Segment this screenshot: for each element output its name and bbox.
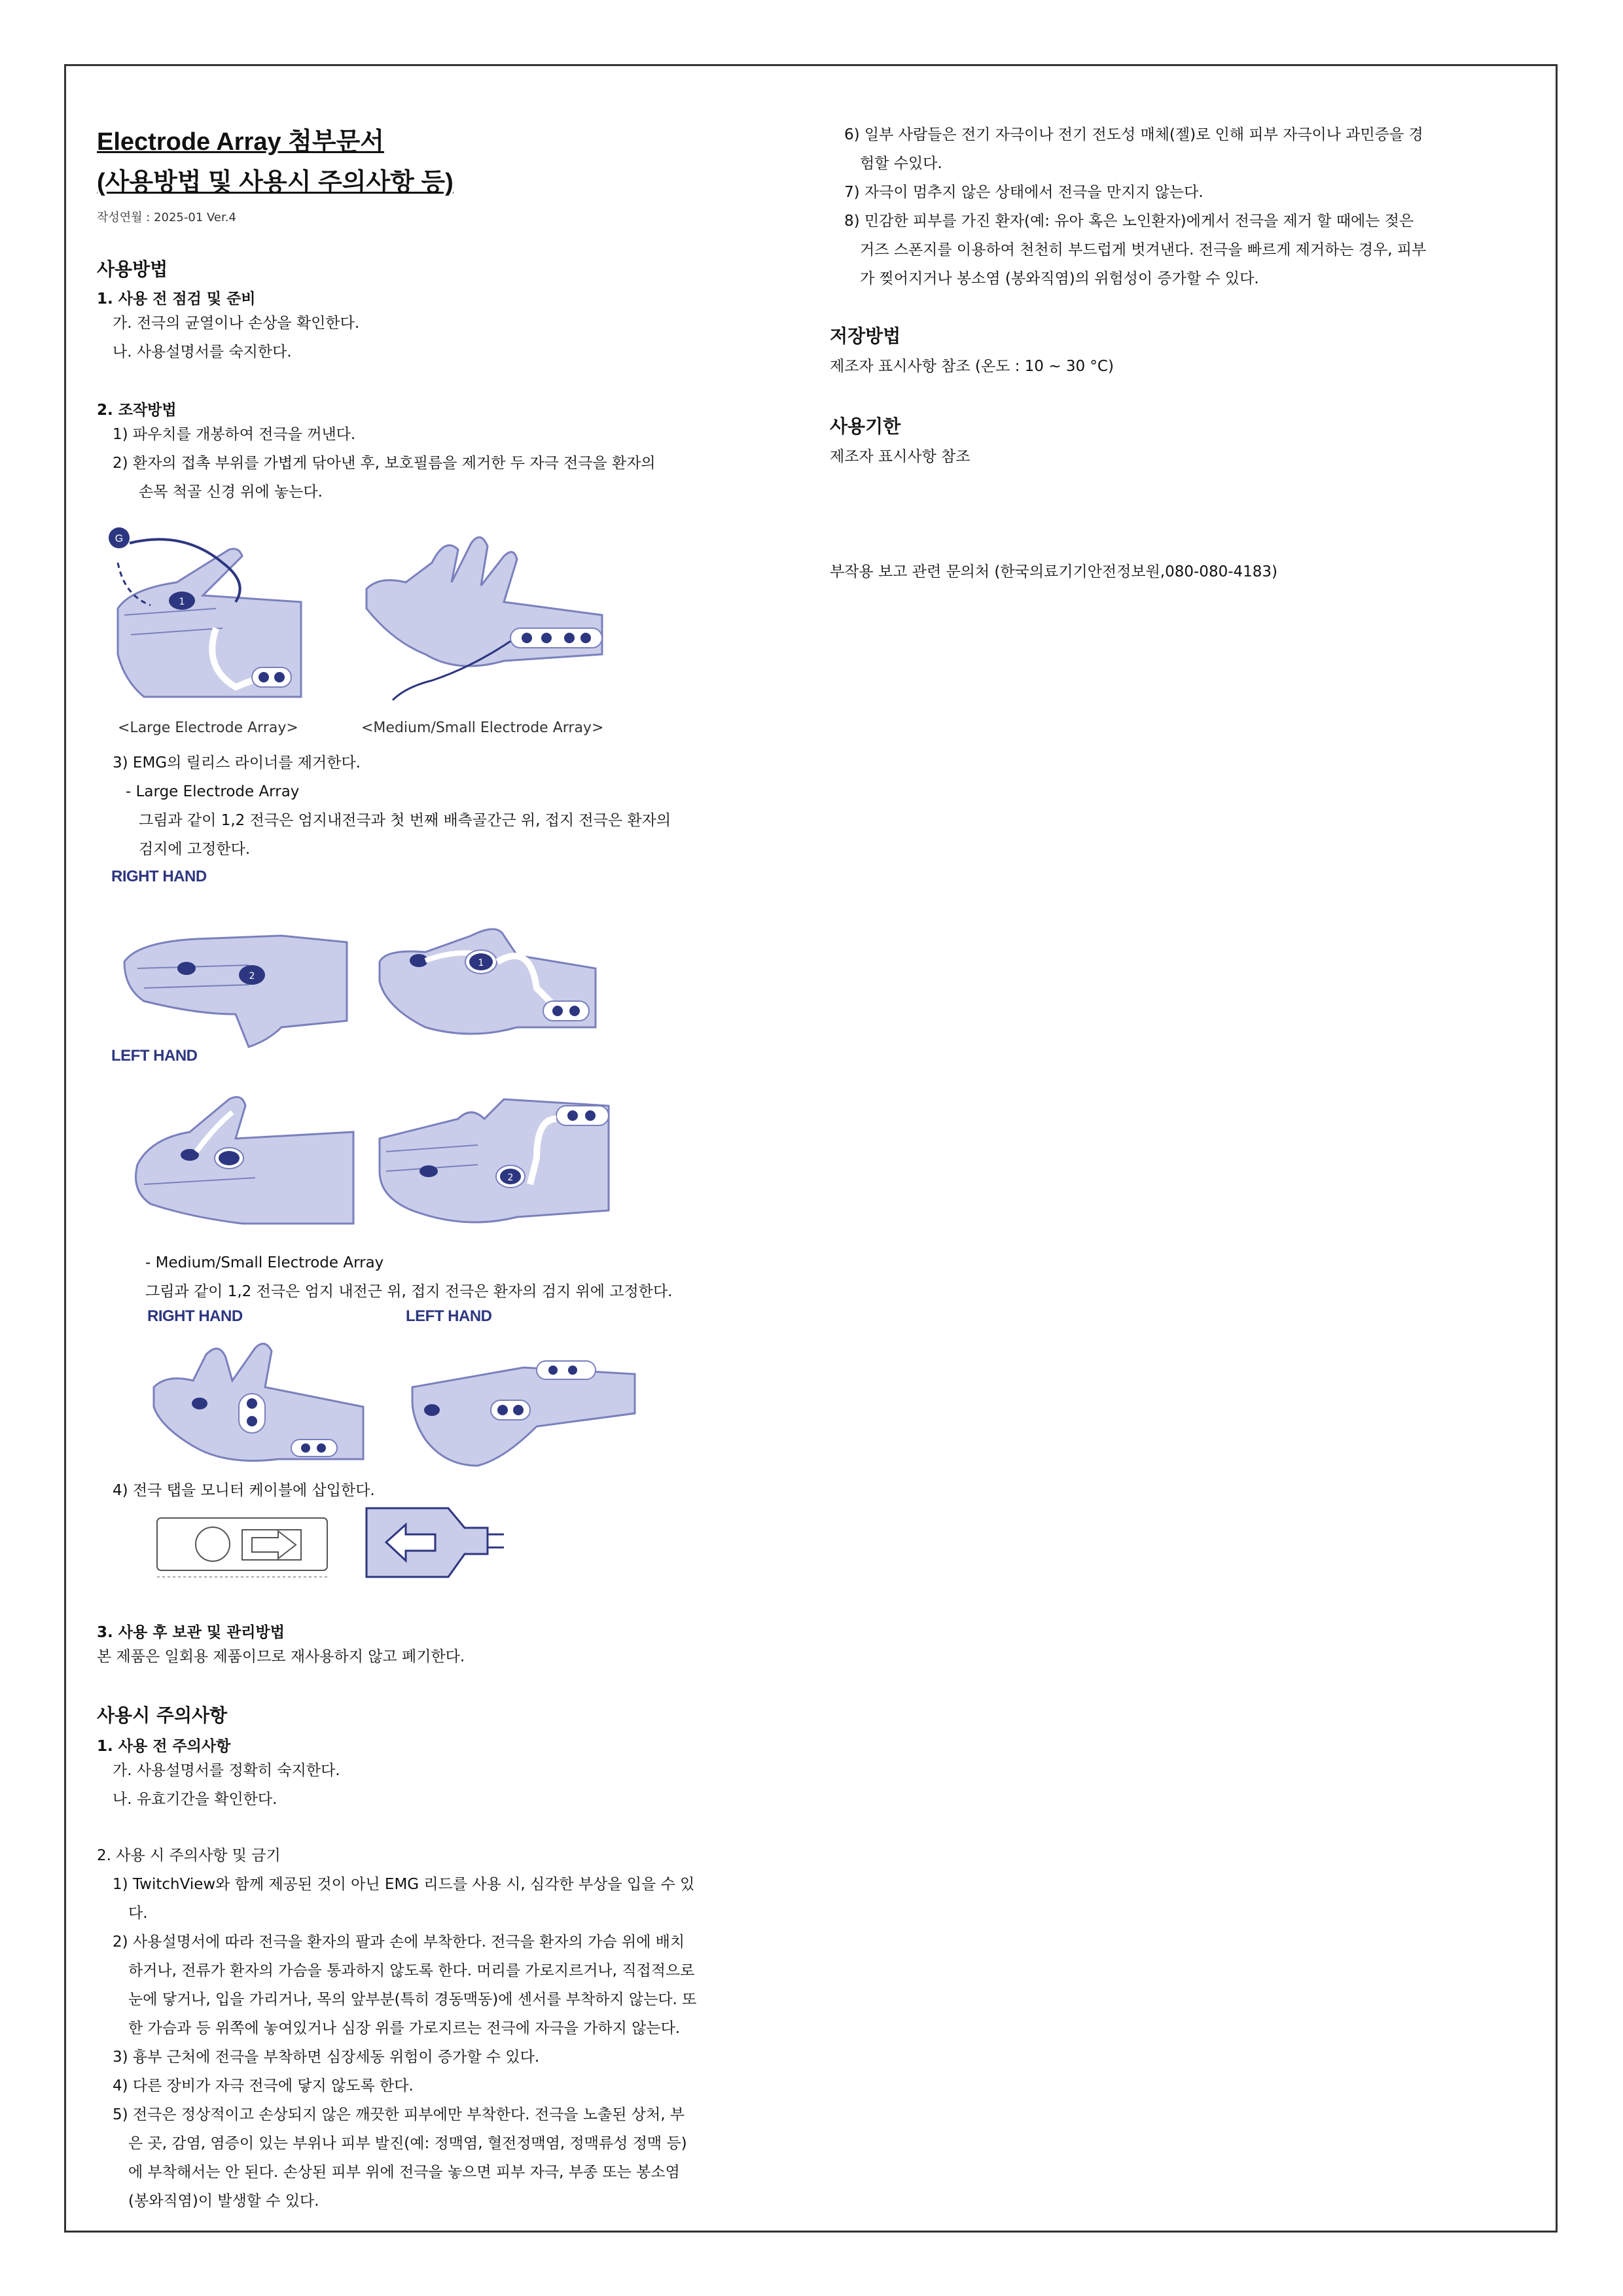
electrode-tab-figure xyxy=(151,1505,334,1583)
precautions-heading: 사용시 주의사항 xyxy=(97,1704,228,1726)
left-hand-label-large: LEFT HAND xyxy=(111,1047,198,1065)
large-array-desc-a: 그림과 같이 1,2 전극은 엄지내전극과 첫 번째 배측골간근 위, 접지 전극은 환자의 xyxy=(139,812,671,829)
precautions-right-line: 험할 수있다. xyxy=(860,155,942,172)
precautions-p2-line: 1) TwitchView와 함께 제공된 것이 아닌 EMG 리드를 사용 시, 심각한 부상을 입을 수 있 xyxy=(113,1876,695,1893)
large-array-label: - Large Electrode Array xyxy=(126,783,300,800)
svg-text:1: 1 xyxy=(478,958,484,968)
large-left-hand-palm-figure xyxy=(124,1086,360,1237)
monitor-cable-figure xyxy=(363,1502,507,1583)
precautions-p2-line: 다. xyxy=(128,1905,148,1922)
usage-s3-heading: 3. 사용 후 보관 및 관리방법 xyxy=(97,1624,285,1641)
title-line-2: (사용방법 및 사용시 주의사항 등) xyxy=(97,169,454,196)
precautions-p2-line: 눈에 닿거나, 입을 가리거나, 목의 앞부분(특히 경동맥동)에 센서를 부착하지 않는다. 또 xyxy=(128,1991,697,2008)
precautions-p1-item-1: 가. 사용설명서를 정확히 숙지한다. xyxy=(113,1762,340,1779)
precautions-p2-heading: 2. 사용 시 주의사항 및 금기 xyxy=(97,1847,281,1864)
expiry-heading: 사용기한 xyxy=(830,415,901,437)
usage-s1-item-1: 가. 전극의 균열이나 손상을 확인한다. xyxy=(113,315,360,332)
large-array-wrist-figure xyxy=(105,523,321,707)
svg-text:2: 2 xyxy=(507,1173,514,1183)
usage-s2-step-2a: 2) 환자의 접촉 부위를 가볍게 닦아낸 후, 보호필름을 제거한 두 자극 전극을 환자의 xyxy=(113,455,656,472)
large-right-hand-back-figure xyxy=(373,896,602,1053)
precautions-p2-line: 3) 흉부 근처에 전극을 부착하면 심장세동 위험이 증가할 수 있다. xyxy=(113,2049,540,2066)
usage-s1-heading: 1. 사용 전 점검 및 준비 xyxy=(97,291,256,308)
large-right-hand-palm-figure xyxy=(118,903,353,1053)
precautions-p2-line: 4) 다른 장비가 자극 전극에 닿지 않도록 한다. xyxy=(113,2077,414,2094)
svg-text:G: G xyxy=(115,533,124,544)
precautions-p1-heading: 1. 사용 전 주의사항 xyxy=(97,1738,231,1755)
storage-text: 제조자 표시사항 참조 (온도 : 10 ~ 30 °C) xyxy=(830,358,1114,375)
large-left-hand-back-figure xyxy=(373,1080,615,1237)
expiry-text: 제조자 표시사항 참조 xyxy=(830,448,971,465)
precautions-p1-item-2: 나. 유효기간을 확인한다. xyxy=(113,1791,277,1808)
caption-medium-array: <Medium/Small Electrode Array> xyxy=(361,720,604,736)
large-array-desc-b: 검지에 고정한다. xyxy=(139,841,251,858)
precautions-p2-line: (봉와직염)이 발생할 수 있다. xyxy=(128,2193,319,2210)
precautions-right-line: 6) 일부 사람들은 전기 자극이나 전기 전도성 매체(젤)로 인해 피부 자극이나 과민증을 경 xyxy=(844,126,1423,143)
right-hand-label-medium: RIGHT HAND xyxy=(147,1307,243,1325)
usage-heading: 사용방법 xyxy=(97,258,168,280)
caption-large-array: <Large Electrode Array> xyxy=(118,720,298,736)
svg-text:2: 2 xyxy=(249,971,255,981)
precautions-p2-line: 하거나, 전류가 환자의 가슴을 통과하지 않도록 한다. 머리를 가로지르거나, 직접적으로 xyxy=(128,1962,695,1979)
usage-s2-heading: 2. 조작방법 xyxy=(97,402,177,419)
precautions-right-line: 가 찢어지거나 봉소염 (봉와직염)의 위험성이 증가할 수 있다. xyxy=(860,270,1259,287)
usage-s2-step-3: 3) EMG의 릴리스 라이너를 제거한다. xyxy=(113,754,361,771)
precautions-p2-line: 은 곳, 감염, 염증이 있는 부위나 피부 발진(예: 정맥염, 혈전정맥염, 정맥류성 정맥 등) xyxy=(128,2135,687,2152)
medium-right-hand-figure xyxy=(147,1335,370,1472)
adverse-report-contact: 부작용 보고 관련 문의처 (한국의료기기안전정보원,080-080-4183) xyxy=(830,563,1278,580)
storage-heading: 저장방법 xyxy=(830,325,901,347)
usage-s2-step-1: 1) 파우치를 개봉하여 전극을 꺼낸다. xyxy=(113,426,356,443)
right-hand-label-large: RIGHT HAND xyxy=(111,868,207,885)
written-date: 작성연월 : 2025-01 Ver.4 xyxy=(97,211,236,224)
medium-array-desc: 그림과 같이 1,2 전극은 엄지 내전근 위, 접지 전극은 환자의 검지 위에 고정한다. xyxy=(145,1283,673,1300)
precautions-p2-line: 5) 전극은 정상적이고 손상되지 않은 깨끗한 피부에만 부착한다. 전극을 노출된 상처, 부 xyxy=(113,2106,685,2123)
precautions-right-line: 8) 민감한 피부를 가진 환자(예: 유아 혹은 노인환자)에게서 전극을 제거 할 때에는 젖은 xyxy=(844,213,1414,230)
precautions-right-line: 거즈 스폰지를 이용하여 천천히 부드럽게 벗겨낸다. 전극을 빠르게 제거하는 경우, 피부 xyxy=(860,241,1427,258)
precautions-right-line: 7) 자극이 멈추지 않은 상태에서 전극을 만지지 않는다. xyxy=(844,184,1204,201)
precautions-p2-line: 2) 사용설명서에 따라 전극을 환자의 팔과 손에 부착한다. 전극을 환자의 가슴 위에 배치 xyxy=(113,1934,685,1951)
medium-array-label: - Medium/Small Electrode Array xyxy=(145,1254,384,1271)
usage-s2-step-4: 4) 전극 탭을 모니터 케이블에 삽입한다. xyxy=(113,1482,375,1499)
precautions-p2-line: 에 부착해서는 안 된다. 손상된 피부 위에 전극을 놓으면 피부 자극, 부종 또는 봉소염 xyxy=(128,2164,680,2181)
svg-text:1: 1 xyxy=(179,597,185,607)
usage-s2-step-2b: 손목 척골 신경 위에 놓는다. xyxy=(139,484,323,501)
usage-s3-text: 본 제품은 일회용 제품이므로 재사용하지 않고 폐기한다. xyxy=(97,1648,465,1665)
precautions-p2-line: 한 가슴과 등 위쪽에 놓여있거나 심장 위를 가로지르는 전극에 자극을 가하지 않는다. xyxy=(128,2020,681,2037)
medium-array-wrist-figure xyxy=(353,523,615,707)
title-line-1: Electrode Array 첨부문서 xyxy=(97,128,384,156)
medium-left-hand-figure xyxy=(406,1335,641,1479)
usage-s1-item-2: 나. 사용설명서를 숙지한다. xyxy=(113,344,292,361)
left-hand-label-medium: LEFT HAND xyxy=(406,1307,492,1325)
